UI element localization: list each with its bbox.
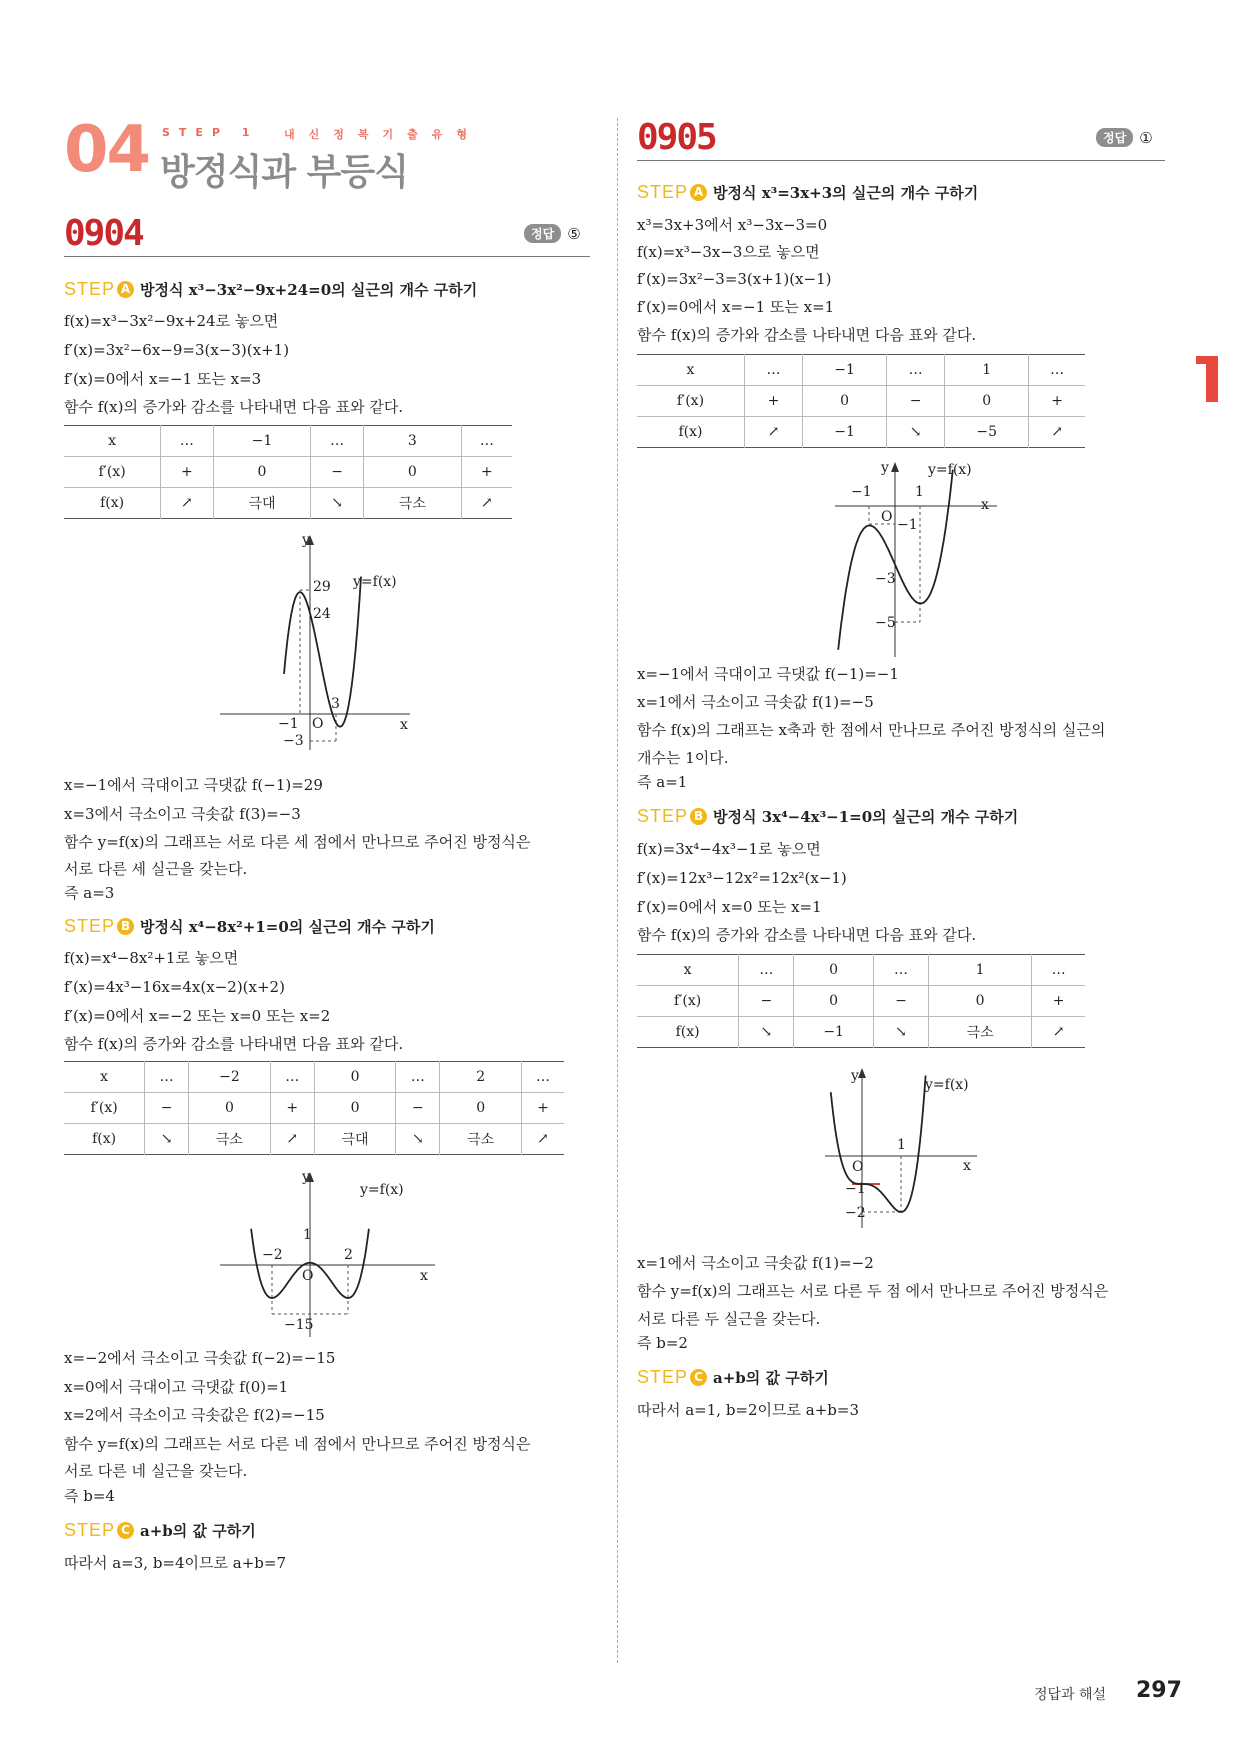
label-1: 1 [915, 484, 924, 500]
table-row [64, 1062, 564, 1093]
step-word: STEP [64, 916, 116, 936]
text-line: 즉 a=1 [637, 773, 688, 791]
text-line: f(x)=x³−3x²−9x+24로 놓으면 [64, 312, 279, 330]
table-cell: + [461, 457, 512, 488]
table-row [64, 1093, 564, 1124]
table-cell: ↘ [311, 488, 363, 519]
table-cell: 극소 [440, 1124, 522, 1155]
text-line: f′(x)=12x³−12x²=12x²(x−1) [637, 869, 847, 887]
table-cell: + [161, 457, 213, 488]
step-a-heading [637, 182, 978, 203]
table-cell: ↘ [873, 1017, 928, 1048]
axis-label-y: y [302, 1169, 310, 1185]
text-line: 따라서 a=3, b=4이므로 a+b=7 [64, 1554, 287, 1572]
text-line: 즉 b=2 [637, 1334, 688, 1352]
side-tab-bar [1206, 356, 1218, 402]
table-cell: − [873, 986, 928, 1017]
text-line: x=1에서 극소이고 극솟값 f(1)=−5 [637, 693, 874, 711]
table-cell: + [744, 386, 802, 417]
table-cell: 0 [794, 986, 874, 1017]
table-cell: −1 [803, 355, 887, 386]
table-cell: 0 [803, 386, 887, 417]
table-row [637, 355, 1085, 386]
table-row [637, 986, 1085, 1017]
text-line: x=1에서 극소이고 극솟값 f(1)=−2 [637, 1254, 874, 1272]
table-row [637, 417, 1085, 448]
table-cell: −2 [189, 1062, 271, 1093]
table-cell: … [739, 955, 794, 986]
text-line: 함수 y=f(x)의 그래프는 서로 다른 두 점 에서 만나므로 주어진 방정식은 [637, 1282, 1109, 1300]
table-cell: ↗ [744, 417, 802, 448]
table-cell: 극소 [929, 1017, 1032, 1048]
table-row-header: f(x) [100, 495, 125, 511]
table-cell: ↘ [145, 1124, 189, 1155]
step-label: STEP 1 [162, 126, 259, 139]
page-number: 297 [1136, 1678, 1182, 1703]
table-cell: − [145, 1093, 189, 1124]
table-row-header: f′(x) [90, 1100, 118, 1116]
table-row [637, 386, 1085, 417]
text-line: 즉 a=3 [64, 884, 115, 902]
table-cell: ↘ [396, 1124, 440, 1155]
graph-0905-b [825, 1068, 1015, 1228]
table-cell: ↗ [1032, 1017, 1085, 1048]
table-cell: − [739, 986, 794, 1017]
step-letter-circle: C [690, 1369, 707, 1386]
graph-0904-b [220, 1169, 440, 1342]
table-row [64, 426, 512, 457]
table-row-header: f′(x) [676, 393, 705, 409]
label-neg1-y: −1 [897, 517, 918, 533]
table-cell: 0 [929, 986, 1032, 1017]
step-letter-circle: A [117, 281, 134, 298]
label-24: 24 [313, 606, 331, 622]
table-cell: … [270, 1062, 314, 1093]
footer-section: 정답과 해설 [1034, 1687, 1107, 1703]
table-cell: ↗ [270, 1124, 314, 1155]
text-line: 함수 f(x)의 증가와 감소를 나타내면 다음 표와 같다. [64, 1035, 404, 1053]
step-a-heading [64, 279, 477, 300]
curve-label: y=f(x) [353, 574, 397, 590]
table-row [64, 457, 512, 488]
label-neg2: −2 [845, 1205, 866, 1221]
text-line: x=−2에서 극소이고 극솟값 f(−2)=−15 [64, 1349, 336, 1367]
table-cell: … [461, 426, 512, 457]
table-cell: … [145, 1062, 189, 1093]
text-line: 서로 다른 세 실근을 갖는다. [64, 860, 248, 878]
table-cell: 0 [213, 457, 311, 488]
table-cell: … [873, 955, 928, 986]
label-neg3: −3 [875, 571, 896, 587]
text-line: x=0에서 극대이고 극댓값 f(0)=1 [64, 1378, 289, 1396]
table-cell: 극대 [213, 488, 311, 519]
problem-number-0905: 0905 [637, 117, 716, 158]
section-rule [64, 256, 590, 257]
step-word: STEP [64, 279, 116, 299]
text-line: x=3에서 극소이고 극솟값 f(3)=−3 [64, 805, 301, 823]
axis-label-x: x [400, 717, 408, 733]
label-origin: O [881, 509, 893, 525]
table-cell: … [887, 355, 945, 386]
text-line: x=−1에서 극대이고 극댓값 f(−1)=29 [64, 776, 323, 794]
label-neg1: −1 [278, 716, 299, 732]
step-title: 방정식 x⁴−8x²+1=0의 실근의 개수 구하기 [140, 918, 435, 936]
table-cell: … [396, 1062, 440, 1093]
label-neg3: −3 [283, 733, 304, 749]
label-neg1-x: −1 [851, 484, 872, 500]
text-line: 함수 y=f(x)의 그래프는 서로 다른 네 점에서 만나므로 주어진 방정식은 [64, 1435, 531, 1453]
text-line: f(x)=x³−3x−3으로 놓으면 [637, 243, 820, 261]
label-29: 29 [313, 579, 331, 595]
table-cell: … [744, 355, 802, 386]
label-origin: O [852, 1159, 864, 1175]
label-3: 3 [331, 696, 340, 712]
chapter-number: 04 [64, 113, 150, 187]
table-row-header: f(x) [92, 1131, 117, 1147]
axis-label-x: x [963, 1158, 971, 1174]
table-cell: 0 [314, 1093, 396, 1124]
table-cell: + [1032, 986, 1085, 1017]
text-line: 함수 f(x)의 증가와 감소를 나타내면 다음 표와 같다. [64, 398, 404, 416]
table-cell: ↘ [739, 1017, 794, 1048]
table-cell: ↗ [522, 1124, 564, 1155]
text-line: f′(x)=0에서 x=−2 또는 x=0 또는 x=2 [64, 1007, 331, 1025]
text-line: f′(x)=4x³−16x=4x(x−2)(x+2) [64, 978, 285, 996]
text-line: 함수 f(x)의 증가와 감소를 나타내면 다음 표와 같다. [637, 926, 977, 944]
table-row-header: f(x) [675, 1024, 700, 1040]
table-cell: − [311, 457, 363, 488]
variation-table-0905-b [637, 954, 1085, 1048]
step-c-heading [64, 1520, 256, 1541]
graph-0905-a [835, 462, 1005, 657]
table-cell: ↗ [1029, 417, 1085, 448]
text-line: f′(x)=3x²−3=3(x+1)(x−1) [637, 270, 832, 288]
table-row-header: f′(x) [674, 993, 702, 1009]
table-cell: −5 [945, 417, 1029, 448]
step-title: 방정식 3x⁴−4x³−1=0의 실근의 개수 구하기 [713, 808, 1019, 826]
step-letter-circle: C [117, 1522, 134, 1539]
table-cell: 3 [363, 426, 461, 457]
chapter-title: 방정식과 부등식 [160, 152, 408, 193]
table-cell: … [522, 1062, 564, 1093]
table-cell: 2 [440, 1062, 522, 1093]
curve-label: y=f(x) [928, 462, 972, 478]
axis-label-x: x [420, 1268, 428, 1284]
step-letter-circle: A [690, 184, 707, 201]
table-cell: 1 [929, 955, 1032, 986]
step-word: STEP [637, 806, 689, 826]
variation-table-0904-a [64, 425, 512, 519]
table-cell: 0 [314, 1062, 396, 1093]
step-title: 방정식 x³−3x²−9x+24=0의 실근의 개수 구하기 [140, 281, 478, 299]
step-subtitle: 내신정복기출유형 [284, 128, 482, 141]
table-cell: −1 [794, 1017, 874, 1048]
text-line: f′(x)=0에서 x=−1 또는 x=3 [64, 370, 262, 388]
answer-indicator-0905 [1096, 128, 1153, 147]
table-cell: 0 [945, 386, 1029, 417]
step-b-heading [64, 916, 435, 937]
table-cell: ↘ [887, 417, 945, 448]
table-cell: 0 [794, 955, 874, 986]
table-cell: ↗ [461, 488, 512, 519]
table-row [637, 955, 1085, 986]
answer-value: ① [1139, 128, 1153, 147]
step-c-heading [637, 1367, 829, 1388]
text-line: 개수는 1이다. [637, 749, 729, 767]
curve-label: y=f(x) [360, 1182, 404, 1198]
graph-0904-a [220, 532, 420, 750]
step-letter-circle: B [117, 918, 134, 935]
table-cell: 0 [440, 1093, 522, 1124]
text-line: f′(x)=0에서 x=−1 또는 x=1 [637, 298, 835, 316]
table-cell: + [522, 1093, 564, 1124]
label-neg15: −15 [284, 1317, 314, 1333]
table-cell: ↗ [161, 488, 213, 519]
table-row-header: x [686, 362, 695, 378]
text-line: x³=3x+3에서 x³−3x−3=0 [637, 216, 828, 234]
table-row-header: x [108, 433, 117, 449]
label-origin: O [302, 1268, 314, 1284]
section-rule [637, 160, 1165, 161]
column-divider [617, 118, 618, 1663]
table-cell: − [396, 1093, 440, 1124]
answer-badge: 정답 [524, 224, 561, 243]
text-line: 함수 f(x)의 그래프는 x축과 한 점에서 만나므로 주어진 방정식의 실근의 [637, 721, 1106, 739]
table-cell: 0 [189, 1093, 271, 1124]
table-cell: + [1029, 386, 1085, 417]
text-line: f(x)=x⁴−8x²+1로 놓으면 [64, 949, 239, 967]
label-neg1: −1 [845, 1181, 866, 1197]
variation-table-0904-b [64, 1061, 564, 1155]
answer-value: ⑤ [567, 224, 581, 243]
table-cell: … [1032, 955, 1085, 986]
step-title: a+b의 값 구하기 [140, 1522, 256, 1540]
table-row [64, 1124, 564, 1155]
label-1: 1 [897, 1137, 906, 1153]
variation-table-0905-a [637, 354, 1085, 448]
text-line: 함수 f(x)의 증가와 감소를 나타내면 다음 표와 같다. [637, 326, 977, 344]
table-row-header: x [683, 962, 692, 978]
label-1: 1 [303, 1227, 312, 1243]
label-2: 2 [344, 1247, 353, 1263]
table-cell: 1 [945, 355, 1029, 386]
text-line: f′(x)=0에서 x=0 또는 x=1 [637, 898, 822, 916]
axis-label-x: x [981, 497, 989, 513]
axis-label-y: y [881, 460, 889, 476]
label-neg5: −5 [875, 615, 896, 631]
table-cell: 극대 [314, 1124, 396, 1155]
answer-indicator-0904 [524, 224, 581, 243]
table-row [64, 488, 512, 519]
text-line: 함수 y=f(x)의 그래프는 서로 다른 세 점에서 만나므로 주어진 방정식은 [64, 833, 531, 851]
step-b-heading [637, 806, 1018, 827]
table-row [637, 1017, 1085, 1048]
text-line: 서로 다른 두 실근을 갖는다. [637, 1310, 821, 1328]
table-cell: 극소 [363, 488, 461, 519]
table-row-header: x [100, 1069, 109, 1085]
problem-number-0904: 0904 [64, 213, 143, 254]
axis-label-y: y [851, 1068, 859, 1084]
text-line: x=−1에서 극대이고 극댓값 f(−1)=−1 [637, 665, 899, 683]
table-row-header: f′(x) [98, 464, 126, 480]
step-word: STEP [637, 1367, 689, 1387]
text-line: f(x)=3x⁴−4x³−1로 놓으면 [637, 840, 821, 858]
table-cell: … [311, 426, 363, 457]
answer-badge: 정답 [1096, 128, 1133, 147]
step-word: STEP [64, 1520, 116, 1540]
step-title: a+b의 값 구하기 [713, 1369, 829, 1387]
text-line: 즉 b=4 [64, 1487, 115, 1505]
label-neg2: −2 [262, 1247, 283, 1263]
table-cell: − [887, 386, 945, 417]
table-cell: … [161, 426, 213, 457]
table-cell: −1 [213, 426, 311, 457]
table-cell: 0 [363, 457, 461, 488]
text-line: f′(x)=3x²−6x−9=3(x−3)(x+1) [64, 341, 290, 359]
table-cell: 극소 [189, 1124, 271, 1155]
text-line: 서로 다른 네 실근을 갖는다. [64, 1462, 248, 1480]
table-row-header: f(x) [678, 424, 703, 440]
step-title: 방정식 x³=3x+3의 실근의 개수 구하기 [713, 184, 979, 202]
table-cell: … [1029, 355, 1085, 386]
table-cell: + [270, 1093, 314, 1124]
step-word: STEP [637, 182, 689, 202]
curve-label: y=f(x) [925, 1077, 969, 1093]
text-line: x=2에서 극소이고 극솟값은 f(2)=−15 [64, 1406, 325, 1424]
step-letter-circle: B [690, 808, 707, 825]
axis-label-y: y [302, 532, 310, 548]
text-line: 따라서 a=1, b=2이므로 a+b=3 [637, 1401, 860, 1419]
label-origin: O [312, 716, 324, 732]
table-cell: −1 [803, 417, 887, 448]
